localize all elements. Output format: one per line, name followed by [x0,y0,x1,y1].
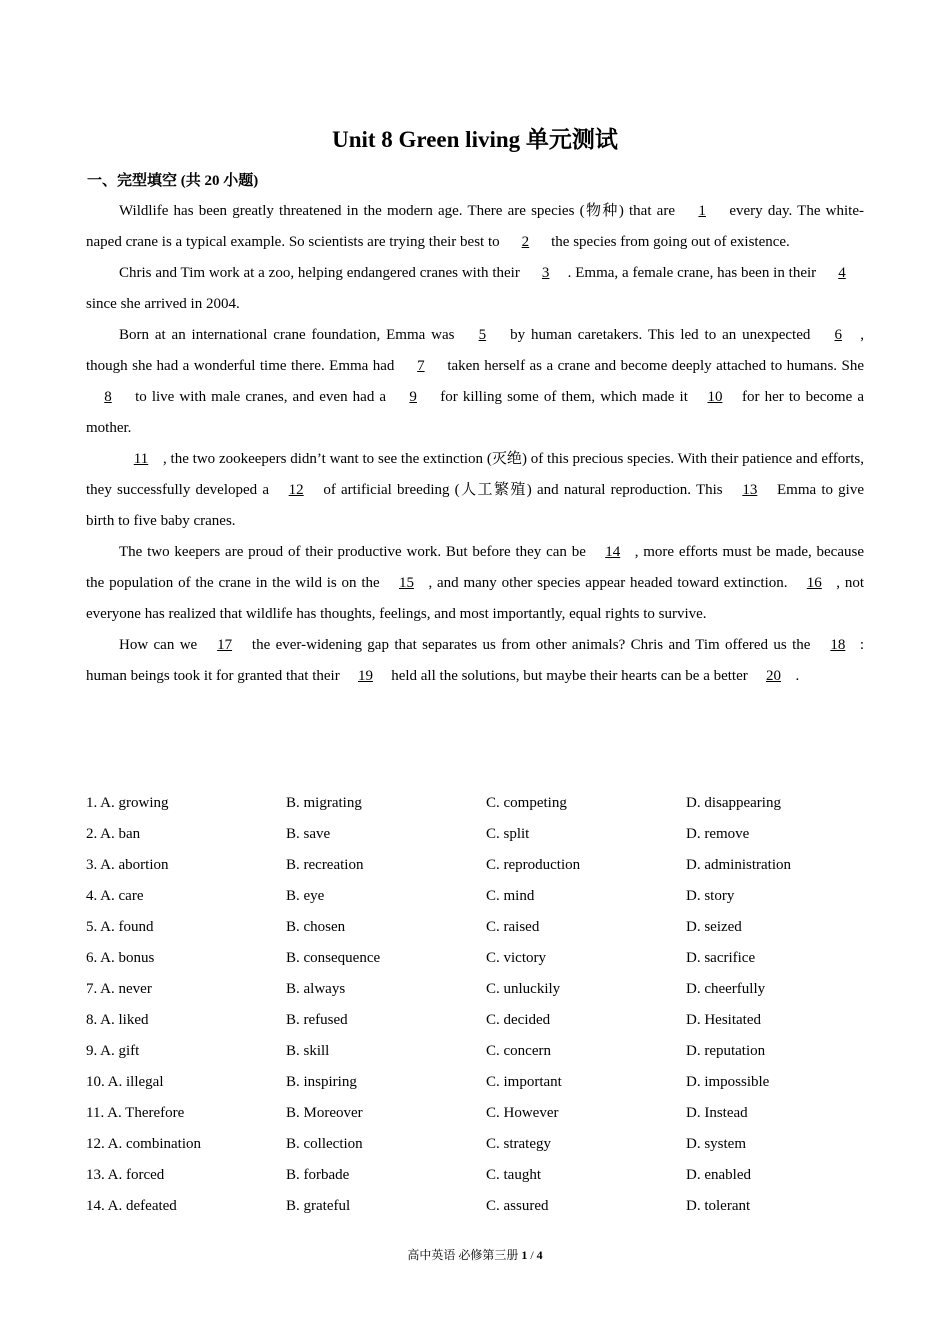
option-row [86,1160,886,1191]
passage-text: since she arrived in 2004. [86,296,240,312]
option-choice: D. disappearing [686,795,781,811]
option-choice: C. decided [486,1012,551,1028]
option-choice: C. important [486,1074,562,1090]
option-choice: 11. A. Therefore [86,1105,185,1121]
option-choice: D. administration [686,857,791,873]
option-row [86,788,886,819]
option-choice: D. enabled [686,1167,751,1183]
option-choice: B. chosen [286,919,346,935]
option-choice: B. forbade [286,1167,350,1183]
passage-text: to live with male cranes, and even had a [130,389,392,405]
passage-text: Wildlife has been greatly threatened in the modern age. There are species (物种) that are [119,203,681,219]
passage-text: for her to become a mother. [86,389,864,436]
cloze-passage [86,196,864,692]
option-choice: D. tolerant [686,1198,751,1214]
passage-text: by human caretakers. This led to an unexpected [504,327,817,343]
passage-text: Born at an international crane foundation, Emma was [119,327,461,343]
option-choice: D. reputation [686,1043,766,1059]
blank-number: 20 [766,668,782,684]
option-row [86,881,886,912]
passage-text: the species from going out of existence. [547,234,790,250]
option-row [86,1191,886,1222]
option-choice: C. competing [486,795,567,811]
option-choice: 14. A. defeated [86,1198,177,1214]
option-choice: B. collection [286,1136,363,1152]
passage-text: taken herself as a crane and become deeply attached to humans. She [442,358,865,374]
option-choice: D. seized [686,919,742,935]
option-choice: C. mind [486,888,535,904]
option-choice: B. save [286,826,331,842]
blank-number: 5 [478,327,487,343]
option-choice: D. remove [686,826,750,842]
option-choice: B. skill [286,1043,330,1059]
option-choice: 4. A. care [86,888,144,904]
footer-label: 高中英语 必修第三册 [407,1248,519,1262]
option-choice: B. recreation [286,857,364,873]
option-choice: C. assured [486,1198,549,1214]
option-choice: 3. A. abortion [86,857,169,873]
option-choice: 9. A. gift [86,1043,140,1059]
option-choice: 6. A. bonus [86,950,155,966]
blank-number: 14 [605,544,621,560]
blank-number: 8 [104,389,112,405]
option-choice: D. impossible [686,1074,770,1090]
option-choice: C. split [486,826,530,842]
blank-number: 2 [521,234,530,250]
option-choice: B. Moreover [286,1105,363,1121]
option-row [86,1005,886,1036]
option-choice: C. strategy [486,1136,551,1152]
blank-number: 7 [417,358,425,374]
passage-text: held all the solutions, but maybe their hearts can be a better [387,668,752,684]
blank-number: 11 [133,451,149,467]
passage-text: , though she had a wonderful time there. Emma had [86,327,864,374]
option-choice: 10. A. illegal [86,1074,164,1090]
option-choice: 12. A. combination [86,1136,201,1152]
passage-paragraph [86,196,864,258]
option-choice: D. story [686,888,735,904]
passage-text: , more efforts must be made, because the population of the crane in the wild is on the [86,544,864,591]
option-choice: 5. A. found [86,919,154,935]
passage-text: for killing some of them, which made it [435,389,693,405]
passage-paragraph [86,320,864,444]
option-row [86,1067,886,1098]
passage-text: , not everyone has realized that wildlife has thoughts, feelings, and most importantly, equal rights to survive. [86,575,865,622]
answer-options-table [86,788,886,1222]
option-choice: D. cheerfully [686,981,766,997]
option-row [86,850,886,881]
footer-page-total: 4 [536,1248,543,1262]
passage-paragraph [86,630,864,692]
option-choice: D. Hesitated [686,1012,761,1028]
option-choice: B. always [286,981,346,997]
passage-text: of artificial breeding (人工繁殖) and natural reproduction. This [318,482,728,498]
section-heading: 一、完型填空 (共 20 小题) [87,173,259,189]
passage-text: . Emma, a female crane, has been in their [567,265,820,281]
passage-text: every day. The white-naped crane is a typical example. So scientists are trying their best to [86,203,864,250]
option-choice: 2. A. ban [86,826,141,842]
option-choice: B. grateful [286,1198,351,1214]
option-choice: 13. A. forced [86,1167,165,1183]
blank-number: 17 [217,637,233,653]
passage-text: : human beings took it for granted that their [86,637,864,684]
option-choice: B. migrating [286,795,362,811]
option-row [86,1129,886,1160]
passage-paragraph [86,444,864,537]
blank-number: 4 [838,265,846,281]
passage-text: How can we [119,637,203,653]
blank-number: 3 [541,265,550,281]
passage-text: Chris and Tim work at a zoo, helping endangered cranes with their [119,265,524,281]
option-row [86,912,886,943]
blank-number: 1 [698,203,706,219]
blank-number: 12 [288,482,304,498]
option-row [86,943,886,974]
option-row [86,819,886,850]
passage-text: the ever-widening gap that separates us from other animals? Chris and Tim offered us the [246,637,816,653]
option-choice: C. concern [486,1043,551,1059]
option-choice: B. eye [286,888,325,904]
passage-text: , the two zookeepers didn’t want to see the extinction (灭绝) of this precious species. With their patience and efforts, they successfully developed a [86,451,864,498]
option-choice: C. reproduction [486,857,581,873]
option-choice: B. refused [286,1012,348,1028]
option-choice: 7. A. never [86,981,152,997]
blank-number: 16 [806,575,822,591]
blank-number: 18 [830,637,846,653]
passage-text: , and many other species appear headed toward extinction. [428,575,793,591]
page-title: Unit 8 Green living 单元测试 [332,127,618,152]
option-choice: C. unluckily [486,981,561,997]
blank-number: 10 [707,389,723,405]
passage-text: Emma to give birth to five baby cranes. [86,482,865,529]
option-choice: C. However [486,1105,559,1121]
passage-paragraph [86,258,864,320]
option-choice: C. taught [486,1167,541,1183]
option-row [86,1036,886,1067]
option-choice: C. raised [486,919,540,935]
option-choice: D. Instead [686,1105,748,1121]
blank-number: 13 [742,482,758,498]
option-row [86,974,886,1005]
footer-page-number: 1 [521,1248,528,1262]
passage-paragraph [86,537,864,630]
option-choice: 1. A. growing [86,795,169,811]
blank-number: 9 [409,389,417,405]
option-choice: D. system [686,1136,746,1152]
option-row [86,1098,886,1129]
option-choice: B. consequence [286,950,381,966]
blank-number: 6 [834,327,842,343]
footer-separator: / [527,1248,537,1262]
passage-text: . [795,668,800,684]
blank-number: 19 [357,668,373,684]
passage-text: The two keepers are proud of their productive work. But before they can be [119,544,591,560]
option-choice: 8. A. liked [86,1012,149,1028]
blank-number: 15 [398,575,414,591]
option-choice: D. sacrifice [686,950,756,966]
page-footer [0,1246,950,1264]
option-choice: B. inspiring [286,1074,357,1090]
option-choice: C. victory [486,950,546,966]
